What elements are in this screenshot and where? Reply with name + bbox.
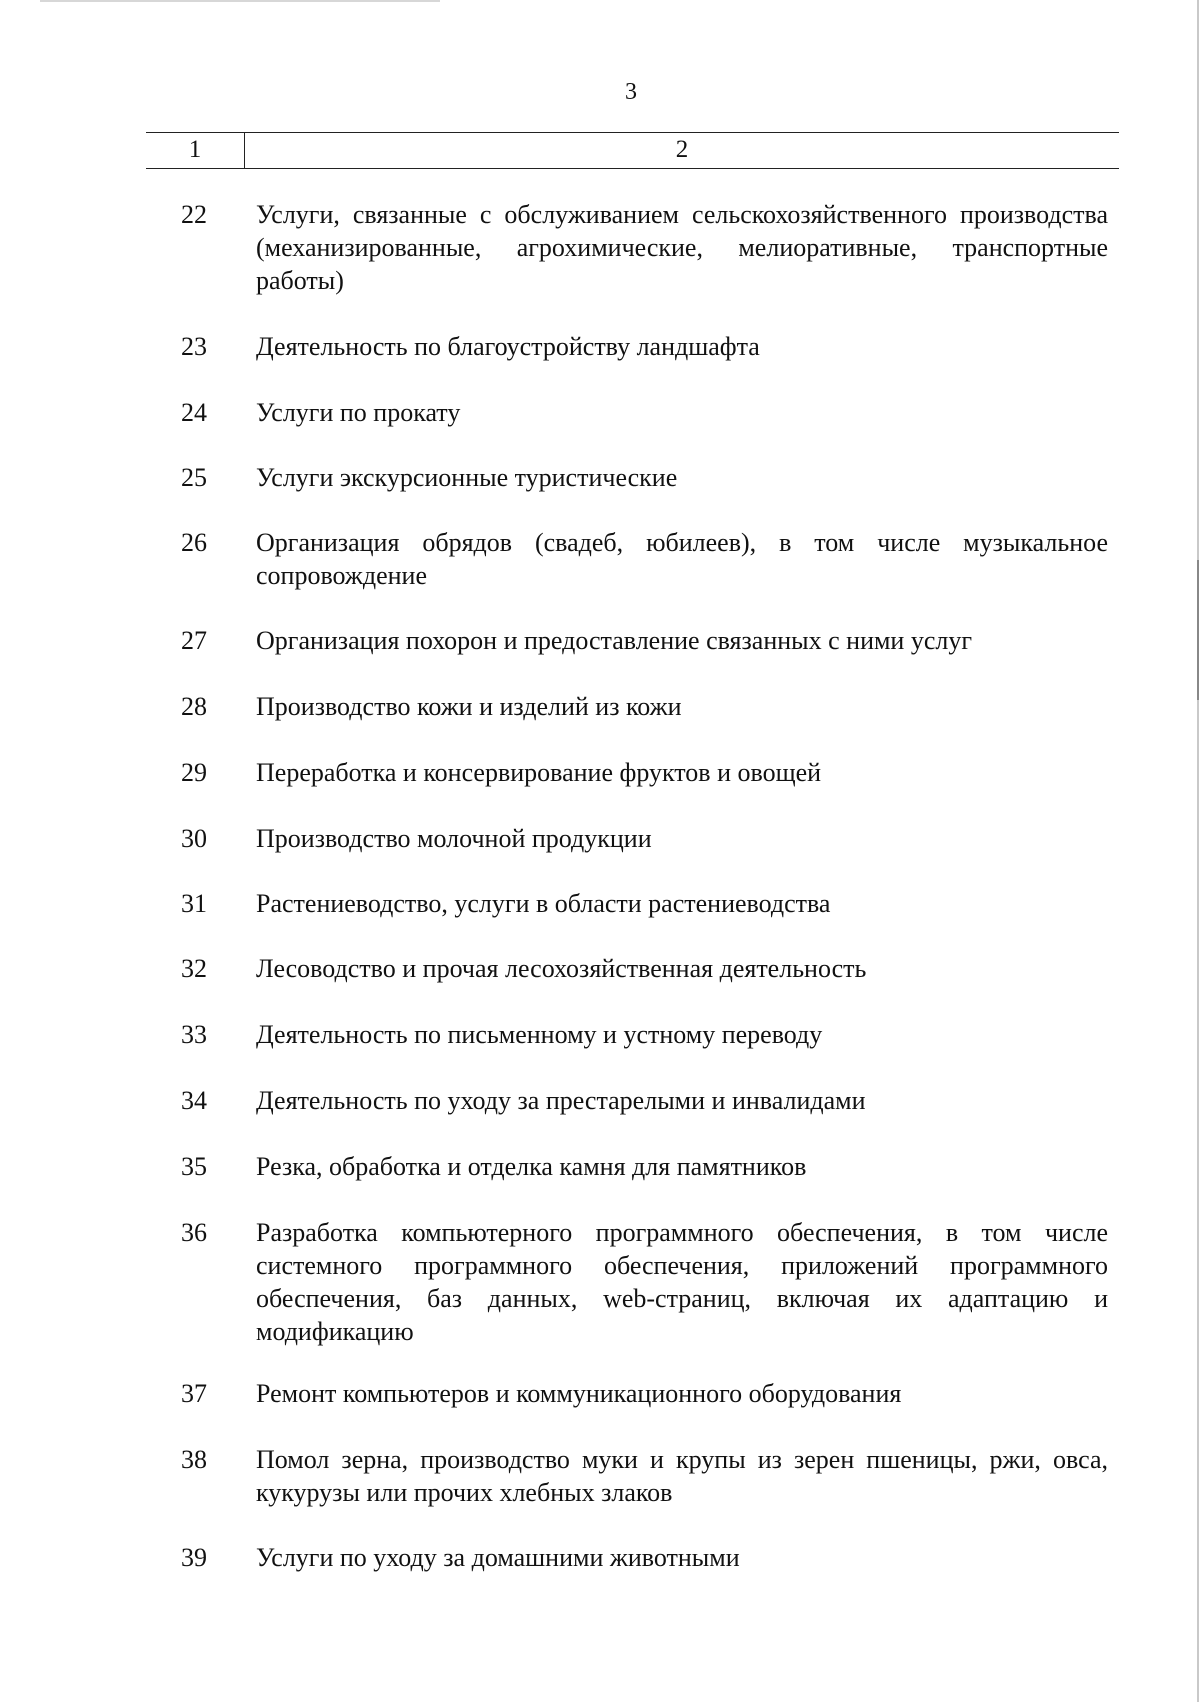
item-number: 34 <box>181 1086 207 1115</box>
item-text: Деятельность по благоустройству ландшафта <box>256 332 760 361</box>
header-col-1: 1 <box>188 136 202 163</box>
item-number: 36 <box>181 1218 207 1247</box>
item-text: Деятельность по письменному и устному переводу <box>256 1020 823 1049</box>
item-number: 23 <box>181 332 207 361</box>
item-number: 28 <box>181 692 207 721</box>
header-top-rule <box>146 132 1119 133</box>
scan-edge-right-shadow <box>1197 560 1199 700</box>
item-text: Производство кожи и изделий из кожи <box>256 692 682 721</box>
header-bottom-rule <box>146 168 1119 169</box>
item-number: 37 <box>181 1379 207 1408</box>
item-number: 31 <box>181 889 207 918</box>
item-text: Производство молочной продукции <box>256 824 652 853</box>
item-number: 22 <box>181 200 207 229</box>
item-text: Помол зерна, производство муки и крупы из зерен пшеницы, ржи, овса, кукурузы или прочих хлебных злаков <box>256 1445 1108 1507</box>
item-number: 38 <box>181 1445 207 1474</box>
item-number: 26 <box>181 528 207 557</box>
item-text: Лесоводство и прочая лесохозяйственная деятельность <box>256 954 867 983</box>
item-text: Услуги по уходу за домашними животными <box>256 1543 740 1572</box>
item-number: 27 <box>181 626 207 655</box>
item-text: Растениеводство, услуги в области растениеводства <box>256 889 831 918</box>
item-text: Резка, обработка и отделка камня для памятников <box>256 1152 807 1181</box>
item-text: Услуги экскурсионные туристические <box>256 463 678 492</box>
item-text: Разработка компьютерного программного обеспечения, в том числе системного программного обеспечения, приложений программного обеспечения, баз данных, web-страниц, включая их адаптацию и модификацию <box>256 1218 1108 1346</box>
item-text: Деятельность по уходу за престарелыми и инвалидами <box>256 1086 866 1115</box>
item-text: Организация похорон и предоставление связанных с ними услуг <box>256 626 973 655</box>
item-text: Организация обрядов (свадеб, юбилеев), в том числе музыкальное сопровождение <box>256 528 1108 590</box>
item-text: Услуги по прокату <box>256 398 461 427</box>
item-number: 25 <box>181 463 207 492</box>
item-text: Ремонт компьютеров и коммуникационного оборудования <box>256 1379 902 1408</box>
scan-edge-top <box>40 0 440 2</box>
table-header <box>146 132 1119 170</box>
item-number: 35 <box>181 1152 207 1181</box>
item-text: Услуги, связанные с обслуживанием сельскохозяйственного производства (механизированные, агрохимические, мелиоративные, транспортные работы) <box>256 200 1108 295</box>
item-number: 30 <box>181 824 207 853</box>
header-col-2: 2 <box>675 136 689 163</box>
item-number: 32 <box>181 954 207 983</box>
item-number: 29 <box>181 758 207 787</box>
item-number: 33 <box>181 1020 207 1049</box>
item-number: 39 <box>181 1543 207 1572</box>
item-number: 24 <box>181 398 207 427</box>
item-text: Переработка и консервирование фруктов и овощей <box>256 758 822 787</box>
page-number: 3 <box>625 79 637 105</box>
scan-edge-right <box>1197 0 1199 1702</box>
